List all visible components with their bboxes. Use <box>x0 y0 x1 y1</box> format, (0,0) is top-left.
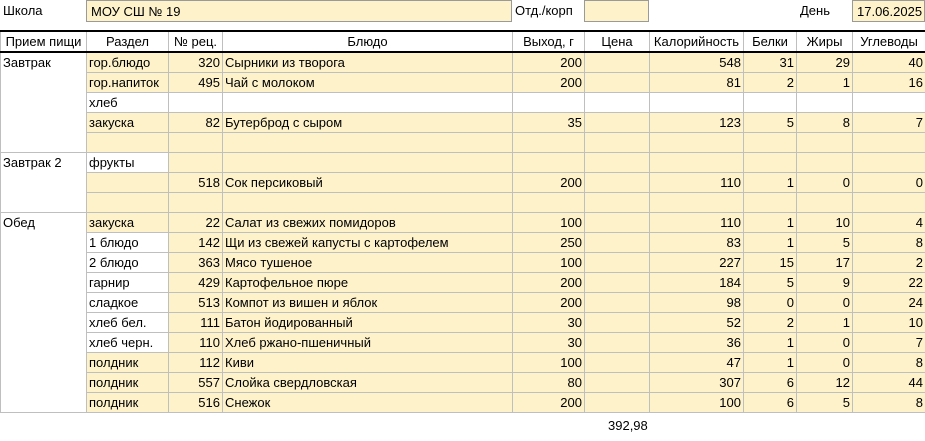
dish-cell[interactable]: Сок персиковый <box>223 173 513 193</box>
price-cell[interactable] <box>585 293 650 313</box>
yield-cell[interactable]: 80 <box>513 373 585 393</box>
yield-cell[interactable] <box>513 133 585 153</box>
recipe-cell[interactable] <box>169 93 223 113</box>
fat-cell[interactable]: 5 <box>797 393 853 413</box>
protein-cell[interactable]: 1 <box>744 353 797 373</box>
day-field[interactable]: 17.06.2025 <box>852 0 925 22</box>
calories-cell[interactable]: 110 <box>650 213 744 233</box>
school-label: Школа <box>3 3 43 18</box>
carbs-cell[interactable]: 8 <box>853 393 925 413</box>
recipe-cell[interactable]: 516 <box>169 393 223 413</box>
col-header-calories: Калорийность <box>650 31 744 52</box>
recipe-cell[interactable]: 495 <box>169 73 223 93</box>
calories-cell[interactable]: 36 <box>650 333 744 353</box>
col-header-section: Раздел <box>87 31 169 52</box>
dish-cell[interactable]: Чай с молоком <box>223 73 513 93</box>
recipe-cell[interactable]: 142 <box>169 233 223 253</box>
col-header-yield: Выход, г <box>513 31 585 52</box>
protein-cell[interactable]: 1 <box>744 233 797 253</box>
table-row <box>1 73 925 93</box>
section-cell[interactable]: закуска <box>87 113 169 133</box>
recipe-cell[interactable]: 429 <box>169 273 223 293</box>
col-header-meal: Прием пищи <box>1 31 87 52</box>
carbs-cell[interactable] <box>853 193 925 213</box>
dish-cell[interactable]: Батон йодированный <box>223 313 513 333</box>
section-cell[interactable]: гор.блюдо <box>87 52 169 73</box>
carbs-cell[interactable]: 7 <box>853 113 925 133</box>
calories-cell[interactable] <box>650 153 744 173</box>
section-cell[interactable]: гор.напиток <box>87 73 169 93</box>
price-cell[interactable] <box>585 93 650 113</box>
carbs-cell[interactable]: 8 <box>853 233 925 253</box>
carbs-cell[interactable]: 4 <box>853 213 925 233</box>
fat-cell[interactable]: 29 <box>797 52 853 73</box>
carbs-cell[interactable]: 7 <box>853 333 925 353</box>
header-row <box>1 31 925 52</box>
fat-cell[interactable]: 1 <box>797 73 853 93</box>
carbs-cell[interactable] <box>853 93 925 113</box>
carbs-cell[interactable] <box>853 133 925 153</box>
section-cell[interactable]: 1 блюдо <box>87 233 169 253</box>
yield-cell[interactable] <box>513 193 585 213</box>
recipe-cell[interactable]: 513 <box>169 293 223 313</box>
carbs-cell[interactable]: 24 <box>853 293 925 313</box>
col-header-recipe: № рец. <box>169 31 223 52</box>
price-cell[interactable] <box>585 353 650 373</box>
protein-cell[interactable] <box>744 133 797 153</box>
protein-cell[interactable]: 1 <box>744 213 797 233</box>
recipe-cell[interactable]: 82 <box>169 113 223 133</box>
table-row <box>1 52 925 73</box>
protein-cell[interactable]: 15 <box>744 253 797 273</box>
protein-cell[interactable]: 2 <box>744 313 797 333</box>
calories-cell[interactable]: 47 <box>650 353 744 373</box>
yield-cell[interactable]: 100 <box>513 253 585 273</box>
fat-cell[interactable]: 17 <box>797 253 853 273</box>
yield-cell[interactable] <box>513 93 585 113</box>
price-cell[interactable] <box>585 113 650 133</box>
table-row <box>1 373 925 393</box>
fat-cell[interactable]: 0 <box>797 173 853 193</box>
section-cell[interactable]: закуска <box>87 213 169 233</box>
protein-cell[interactable]: 31 <box>744 52 797 73</box>
dish-cell[interactable]: Салат из свежих помидоров <box>223 213 513 233</box>
calories-cell[interactable] <box>650 193 744 213</box>
col-header-price: Цена <box>585 31 650 52</box>
price-cell[interactable] <box>585 153 650 173</box>
dish-cell[interactable]: Щи из свежей капусты с картофелем <box>223 233 513 253</box>
yield-cell[interactable]: 30 <box>513 313 585 333</box>
protein-cell[interactable]: 2 <box>744 73 797 93</box>
dish-cell[interactable] <box>223 93 513 113</box>
yield-cell[interactable]: 200 <box>513 73 585 93</box>
section-cell[interactable]: сладкое <box>87 293 169 313</box>
meal-name-cell: Обед <box>1 213 87 413</box>
fat-cell[interactable]: 1 <box>797 313 853 333</box>
section-cell[interactable] <box>87 133 169 153</box>
col-header-protein: Белки <box>744 31 797 52</box>
table-row <box>1 173 925 193</box>
section-cell[interactable]: фрукты <box>87 153 169 173</box>
dish-cell[interactable]: Снежок <box>223 393 513 413</box>
calories-cell[interactable]: 548 <box>650 52 744 73</box>
protein-cell[interactable] <box>744 93 797 113</box>
total-price: 392,98 <box>608 418 648 433</box>
dish-cell[interactable]: Сырники из творога <box>223 52 513 73</box>
price-cell[interactable] <box>585 173 650 193</box>
table-row <box>1 153 925 173</box>
price-cell[interactable] <box>585 373 650 393</box>
fat-cell[interactable]: 10 <box>797 213 853 233</box>
dept-field[interactable] <box>584 0 649 22</box>
dish-cell[interactable]: Мясо тушеное <box>223 253 513 273</box>
calories-cell[interactable]: 307 <box>650 373 744 393</box>
carbs-cell[interactable]: 44 <box>853 373 925 393</box>
price-cell[interactable] <box>585 52 650 73</box>
table-row <box>1 273 925 293</box>
calories-cell[interactable] <box>650 93 744 113</box>
fat-cell[interactable] <box>797 133 853 153</box>
carbs-cell[interactable]: 16 <box>853 73 925 93</box>
recipe-cell[interactable]: 112 <box>169 353 223 373</box>
price-cell[interactable] <box>585 333 650 353</box>
calories-cell[interactable]: 184 <box>650 273 744 293</box>
table-row <box>1 113 925 133</box>
protein-cell[interactable]: 6 <box>744 393 797 413</box>
section-cell[interactable]: 2 блюдо <box>87 253 169 273</box>
calories-cell[interactable] <box>650 133 744 153</box>
section-cell[interactable]: хлеб <box>87 93 169 113</box>
table-row <box>1 213 925 233</box>
yield-cell[interactable]: 200 <box>513 173 585 193</box>
yield-cell[interactable]: 200 <box>513 52 585 73</box>
dish-cell[interactable]: Хлеб ржано-пшеничный <box>223 333 513 353</box>
yield-cell[interactable]: 30 <box>513 333 585 353</box>
fat-cell[interactable] <box>797 93 853 113</box>
section-cell[interactable]: хлеб черн. <box>87 333 169 353</box>
calories-cell[interactable]: 81 <box>650 73 744 93</box>
fat-cell[interactable]: 12 <box>797 373 853 393</box>
recipe-cell[interactable]: 557 <box>169 373 223 393</box>
table-row <box>1 133 925 153</box>
price-cell[interactable] <box>585 213 650 233</box>
recipe-cell[interactable]: 110 <box>169 333 223 353</box>
fat-cell[interactable] <box>797 153 853 173</box>
fat-cell[interactable] <box>797 193 853 213</box>
recipe-cell[interactable]: 518 <box>169 173 223 193</box>
recipe-cell[interactable] <box>169 193 223 213</box>
section-cell[interactable]: хлеб бел. <box>87 313 169 333</box>
yield-cell[interactable]: 35 <box>513 113 585 133</box>
table-row <box>1 253 925 273</box>
dish-cell[interactable]: Киви <box>223 353 513 373</box>
protein-cell[interactable]: 0 <box>744 293 797 313</box>
yield-cell[interactable]: 100 <box>513 213 585 233</box>
fat-cell[interactable]: 0 <box>797 353 853 373</box>
protein-cell[interactable] <box>744 193 797 213</box>
dish-cell[interactable]: Картофельное пюре <box>223 273 513 293</box>
table-row <box>1 293 925 313</box>
carbs-cell[interactable]: 10 <box>853 313 925 333</box>
yield-cell[interactable]: 100 <box>513 353 585 373</box>
protein-cell[interactable]: 6 <box>744 373 797 393</box>
recipe-cell[interactable]: 363 <box>169 253 223 273</box>
dish-cell[interactable] <box>223 133 513 153</box>
yield-cell[interactable]: 250 <box>513 233 585 253</box>
table-row <box>1 393 925 413</box>
dish-cell[interactable] <box>223 153 513 173</box>
carbs-cell[interactable]: 0 <box>853 173 925 193</box>
calories-cell[interactable]: 52 <box>650 313 744 333</box>
dish-cell[interactable] <box>223 193 513 213</box>
price-cell[interactable] <box>585 133 650 153</box>
yield-cell[interactable] <box>513 153 585 173</box>
price-cell[interactable] <box>585 233 650 253</box>
dish-cell[interactable]: Слойка свердловская <box>223 373 513 393</box>
recipe-cell[interactable]: 320 <box>169 52 223 73</box>
yield-cell[interactable]: 200 <box>513 393 585 413</box>
table-row <box>1 353 925 373</box>
section-cell[interactable]: полдник <box>87 353 169 373</box>
carbs-cell[interactable]: 22 <box>853 273 925 293</box>
carbs-cell[interactable]: 8 <box>853 353 925 373</box>
table-row <box>1 233 925 253</box>
protein-cell[interactable] <box>744 153 797 173</box>
carbs-cell[interactable]: 2 <box>853 253 925 273</box>
price-cell[interactable] <box>585 193 650 213</box>
fat-cell[interactable]: 0 <box>797 293 853 313</box>
price-cell[interactable] <box>585 273 650 293</box>
dish-cell[interactable]: Компот из вишен и яблок <box>223 293 513 313</box>
section-cell[interactable]: полдник <box>87 393 169 413</box>
table-row <box>1 193 925 213</box>
menu-table <box>0 30 925 413</box>
fat-cell[interactable]: 0 <box>797 333 853 353</box>
calories-cell[interactable]: 123 <box>650 113 744 133</box>
meal-name-cell: Завтрак 2 <box>1 153 87 213</box>
recipe-cell[interactable]: 22 <box>169 213 223 233</box>
carbs-cell[interactable]: 40 <box>853 52 925 73</box>
protein-cell[interactable]: 5 <box>744 273 797 293</box>
table-row <box>1 333 925 353</box>
fat-cell[interactable]: 8 <box>797 113 853 133</box>
yield-cell[interactable]: 200 <box>513 293 585 313</box>
carbs-cell[interactable] <box>853 153 925 173</box>
recipe-cell[interactable] <box>169 133 223 153</box>
price-cell[interactable] <box>585 253 650 273</box>
price-cell[interactable] <box>585 313 650 333</box>
protein-cell[interactable]: 1 <box>744 333 797 353</box>
section-cell[interactable] <box>87 173 169 193</box>
dish-cell[interactable]: Бутерброд с сыром <box>223 113 513 133</box>
yield-cell[interactable]: 200 <box>513 273 585 293</box>
col-header-fat: Жиры <box>797 31 853 52</box>
protein-cell[interactable]: 1 <box>744 173 797 193</box>
table-row <box>1 313 925 333</box>
calories-cell[interactable]: 110 <box>650 173 744 193</box>
recipe-cell[interactable] <box>169 153 223 173</box>
calories-cell[interactable]: 100 <box>650 393 744 413</box>
fat-cell[interactable]: 5 <box>797 233 853 253</box>
price-cell[interactable] <box>585 73 650 93</box>
section-cell[interactable] <box>87 193 169 213</box>
calories-cell[interactable]: 227 <box>650 253 744 273</box>
protein-cell[interactable]: 5 <box>744 113 797 133</box>
section-cell[interactable]: гарнир <box>87 273 169 293</box>
section-cell[interactable]: полдник <box>87 373 169 393</box>
col-header-carbs: Углеводы <box>853 31 925 52</box>
day-label: День <box>800 3 830 18</box>
fat-cell[interactable]: 9 <box>797 273 853 293</box>
calories-cell[interactable]: 83 <box>650 233 744 253</box>
recipe-cell[interactable]: 111 <box>169 313 223 333</box>
meal-name-cell: Завтрак <box>1 52 87 153</box>
price-cell[interactable] <box>585 393 650 413</box>
table-row <box>1 93 925 113</box>
school-field[interactable]: МОУ СШ № 19 <box>86 0 512 22</box>
calories-cell[interactable]: 98 <box>650 293 744 313</box>
dept-label: Отд./корп <box>515 3 573 18</box>
col-header-dish: Блюдо <box>223 31 513 52</box>
